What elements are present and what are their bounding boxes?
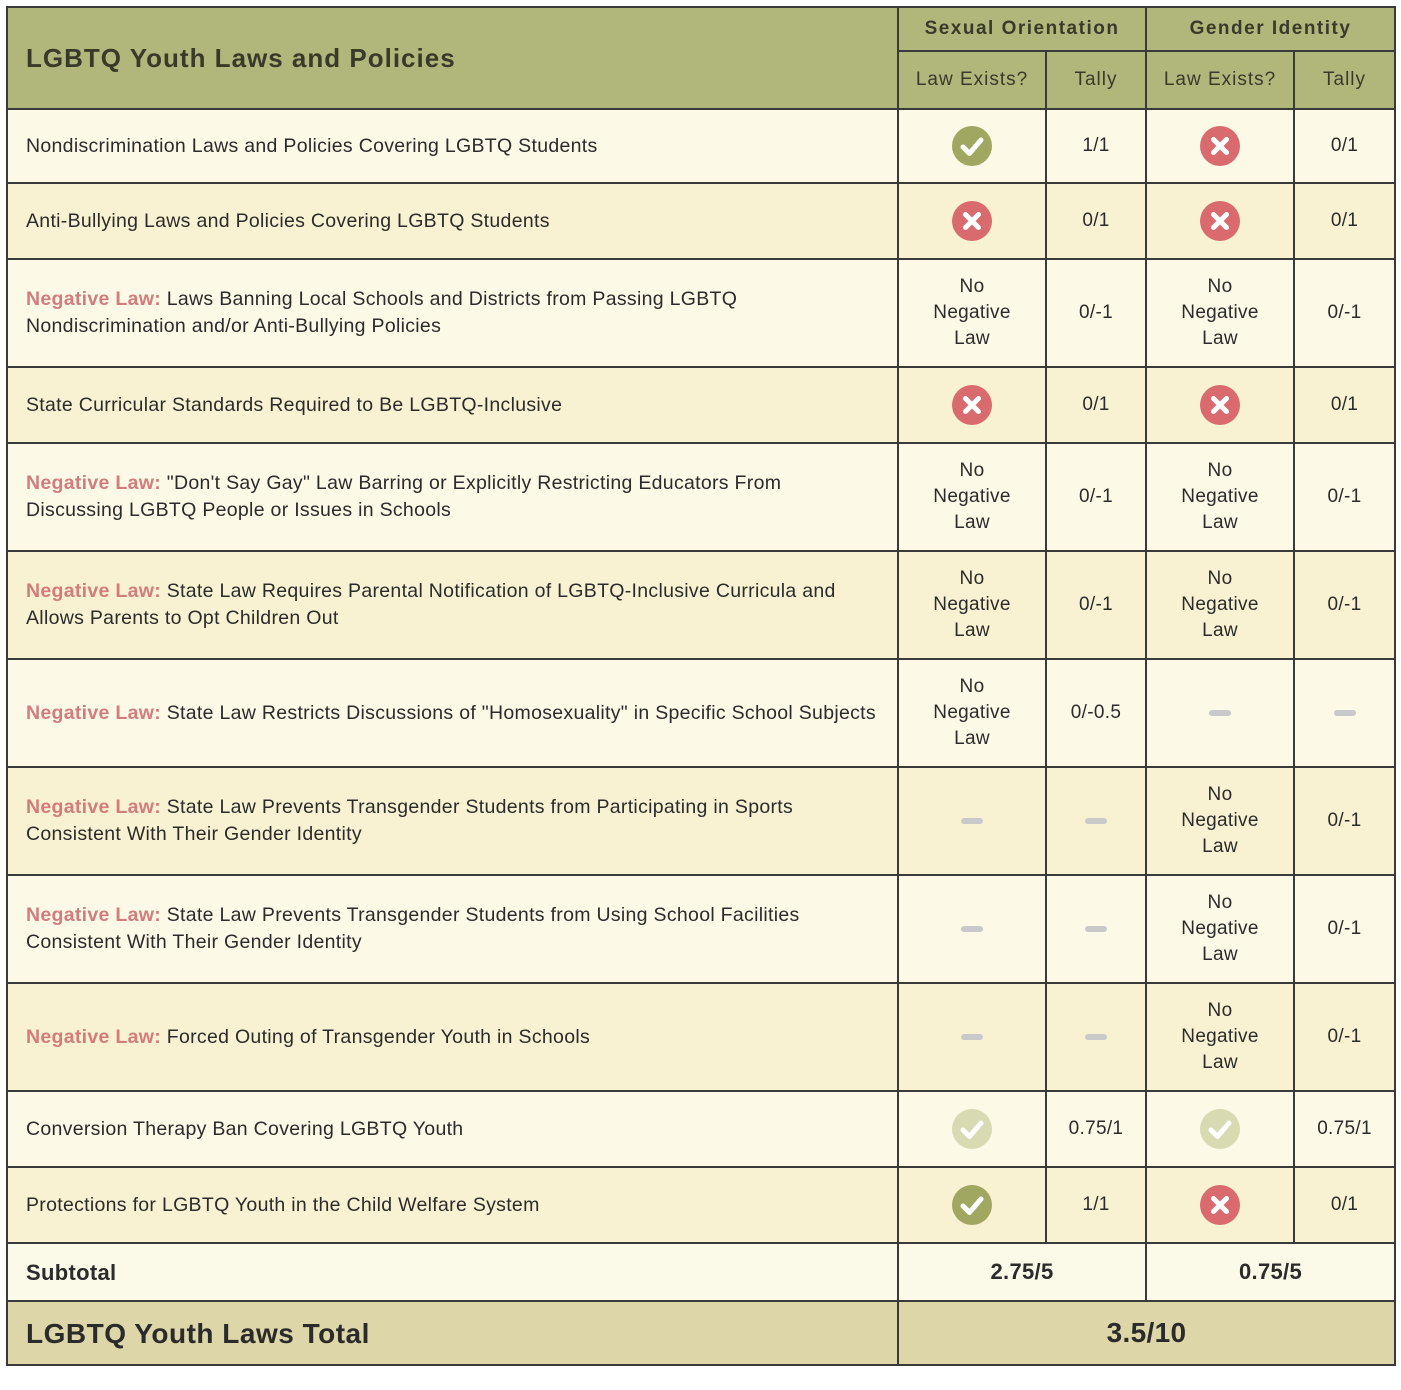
so-tally-cell: 0/1: [1046, 183, 1146, 259]
gi-tally-cell: 0/1: [1294, 367, 1395, 443]
gi-tally-cell: 0/-1: [1294, 767, 1395, 875]
so-tally-cell: 1/1: [1046, 109, 1146, 183]
so-tally-cell: 1/1: [1046, 1167, 1146, 1243]
subtotal-gender-identity: 0.75/5: [1146, 1243, 1395, 1301]
gi-tally-cell: 0/1: [1294, 183, 1395, 259]
table-body: [7, 109, 1395, 1243]
policy-text: State Law Restricts Discussions of "Homosexuality" in Specific School Subjects: [166, 701, 876, 724]
not-applicable-dash-icon: [961, 818, 983, 824]
subtotal-row: [7, 1243, 1395, 1301]
header-so-law-exists: Law Exists?: [898, 51, 1046, 109]
not-applicable-dash-icon: [961, 926, 983, 932]
no-negative-law-text: Negative: [933, 486, 1011, 507]
gi-law-exists-cell: [1146, 183, 1294, 259]
x-circle-icon: [1200, 385, 1240, 425]
not-applicable-dash-icon: [1085, 1034, 1107, 1040]
no-negative-law-text: Negative: [1181, 594, 1259, 615]
policy-label: [7, 767, 898, 875]
no-negative-law-text: Law: [954, 620, 990, 641]
no-negative-law-text: Negative: [933, 302, 1011, 323]
partial-check-circle-icon: [952, 1109, 992, 1149]
subtotal-sexual-orientation: 2.75/5: [898, 1243, 1146, 1301]
x-circle-icon: [1200, 126, 1240, 166]
subtotal-label: Subtotal: [7, 1243, 898, 1301]
no-negative-law-text: Law: [954, 328, 990, 349]
so-tally-cell: [1046, 875, 1146, 983]
so-tally-cell: [1046, 767, 1146, 875]
no-negative-law-text: No: [959, 676, 985, 697]
table-row: [7, 183, 1395, 259]
policy-text: Protections for LGBTQ Youth in the Child Welfare System: [26, 1193, 540, 1216]
policy-label: [7, 367, 898, 443]
no-negative-law-text: No: [959, 460, 985, 481]
table-row: [7, 1091, 1395, 1167]
gi-tally-cell: 0/-1: [1294, 983, 1395, 1091]
not-applicable-dash-icon: [1085, 818, 1107, 824]
total-row: [7, 1301, 1395, 1365]
gi-tally-cell: 0/-1: [1294, 875, 1395, 983]
gi-law-exists-cell: [1146, 109, 1294, 183]
so-law-exists-cell: [898, 443, 1046, 551]
header-sexual-orientation: Sexual Orientation: [898, 7, 1146, 51]
not-applicable-dash-icon: [961, 1034, 983, 1040]
check-circle-icon: [952, 126, 992, 166]
negative-law-prefix: Negative Law:: [26, 580, 162, 602]
total-value: 3.5/10: [898, 1301, 1395, 1365]
so-law-exists-cell: [898, 1167, 1046, 1243]
gi-law-exists-cell: [1146, 983, 1294, 1091]
policy-label: [7, 443, 898, 551]
no-negative-law-text: No: [1207, 568, 1233, 589]
table-row: [7, 259, 1395, 367]
policy-label: [7, 1167, 898, 1243]
negative-law-prefix: Negative Law:: [26, 904, 162, 926]
policy-text: "Don't Say Gay" Law Barring or Explicitly Restricting Educators From Discussing LGBTQ People or Issues in Schools: [26, 472, 782, 521]
table-row: [7, 367, 1395, 443]
so-law-exists-cell: [898, 659, 1046, 767]
so-tally-cell: 0/-1: [1046, 443, 1146, 551]
no-negative-law-text: No: [1207, 460, 1233, 481]
check-circle-icon: [952, 1185, 992, 1225]
negative-law-prefix: Negative Law:: [26, 701, 162, 724]
no-negative-law-text: Negative: [1181, 302, 1259, 323]
gi-law-exists-cell: [1146, 1167, 1294, 1243]
no-negative-law-text: No: [1207, 276, 1233, 297]
no-negative-law-text: No: [1207, 892, 1233, 913]
policy-text: Conversion Therapy Ban Covering LGBTQ Youth: [26, 1117, 464, 1140]
table-row: [7, 659, 1395, 767]
policy-label: [7, 875, 898, 983]
gi-law-exists-cell: [1146, 767, 1294, 875]
policy-text: State Law Prevents Transgender Students from Participating in Sports Consistent With Their Gender Identity: [26, 796, 794, 845]
header-gender-identity: Gender Identity: [1146, 7, 1395, 51]
x-circle-icon: [1200, 1185, 1240, 1225]
no-negative-law-text: No: [959, 568, 985, 589]
no-negative-law-text: Negative: [1181, 486, 1259, 507]
no-negative-law-text: Law: [954, 728, 990, 749]
gi-law-exists-cell: [1146, 259, 1294, 367]
no-negative-law-text: No: [959, 276, 985, 297]
no-negative-law-text: Law: [1202, 1052, 1238, 1073]
partial-check-circle-icon: [1200, 1109, 1240, 1149]
x-circle-icon: [1200, 201, 1240, 241]
so-law-exists-cell: [898, 875, 1046, 983]
policy-text: State Curricular Standards Required to Be LGBTQ-Inclusive: [26, 393, 563, 416]
so-law-exists-cell: [898, 109, 1046, 183]
so-tally-cell: [1046, 983, 1146, 1091]
policy-label: [7, 551, 898, 659]
table-row: [7, 551, 1395, 659]
no-negative-law-text: Law: [1202, 836, 1238, 857]
so-law-exists-cell: [898, 1091, 1046, 1167]
gi-law-exists-cell: [1146, 1091, 1294, 1167]
no-negative-law-text: Negative: [933, 594, 1011, 615]
policy-label: [7, 109, 898, 183]
table-title: LGBTQ Youth Laws and Policies: [7, 7, 898, 109]
so-law-exists-cell: [898, 259, 1046, 367]
no-negative-law-text: Law: [1202, 944, 1238, 965]
so-law-exists-cell: [898, 983, 1046, 1091]
negative-law-prefix: Negative Law:: [26, 288, 162, 310]
no-negative-law-text: No: [1207, 784, 1233, 805]
so-tally-cell: 0/-1: [1046, 259, 1146, 367]
policy-label: [7, 259, 898, 367]
negative-law-prefix: Negative Law:: [26, 1025, 162, 1048]
policy-text: Nondiscrimination Laws and Policies Covering LGBTQ Students: [26, 134, 598, 157]
policy-label: [7, 659, 898, 767]
no-negative-law-text: Negative: [1181, 1026, 1259, 1047]
so-tally-cell: 0.75/1: [1046, 1091, 1146, 1167]
x-circle-icon: [952, 385, 992, 425]
policy-text: Anti-Bullying Laws and Policies Covering LGBTQ Students: [26, 209, 550, 232]
policy-label: [7, 183, 898, 259]
gi-law-exists-cell: [1146, 551, 1294, 659]
no-negative-law-text: Law: [1202, 328, 1238, 349]
not-applicable-dash-icon: [1085, 926, 1107, 932]
gi-tally-cell: 0/-1: [1294, 551, 1395, 659]
so-law-exists-cell: [898, 551, 1046, 659]
x-circle-icon: [952, 201, 992, 241]
header-so-tally: Tally: [1046, 51, 1146, 109]
no-negative-law-text: Negative: [1181, 918, 1259, 939]
no-negative-law-text: Negative: [933, 702, 1011, 723]
policy-text: Laws Banning Local Schools and Districts from Passing LGBTQ Nondiscrimination and/or Anti-Bullying Policies: [26, 288, 738, 337]
table-row: [7, 443, 1395, 551]
so-law-exists-cell: [898, 767, 1046, 875]
no-negative-law-text: No: [1207, 1000, 1233, 1021]
no-negative-law-text: Law: [1202, 512, 1238, 533]
table-row: [7, 109, 1395, 183]
header-gi-tally: Tally: [1294, 51, 1395, 109]
so-law-exists-cell: [898, 183, 1046, 259]
so-law-exists-cell: [898, 367, 1046, 443]
table-row: [7, 767, 1395, 875]
policy-text: Forced Outing of Transgender Youth in Schools: [166, 1025, 591, 1048]
gi-tally-cell: 0/-1: [1294, 259, 1395, 367]
gi-law-exists-cell: [1146, 875, 1294, 983]
no-negative-law-text: Negative: [1181, 810, 1259, 831]
table-row: [7, 875, 1395, 983]
policy-label: [7, 1091, 898, 1167]
so-tally-cell: 0/-0.5: [1046, 659, 1146, 767]
not-applicable-dash-icon: [1334, 710, 1356, 716]
gi-tally-cell: [1294, 659, 1395, 767]
policy-text: State Law Prevents Transgender Students from Using School Facilities Consistent With Their Gender Identity: [26, 904, 800, 953]
gi-law-exists-cell: [1146, 443, 1294, 551]
policy-label: [7, 983, 898, 1091]
gi-tally-cell: 0/-1: [1294, 443, 1395, 551]
gi-tally-cell: 0/1: [1294, 1167, 1395, 1243]
negative-law-prefix: Negative Law:: [26, 472, 162, 494]
no-negative-law-text: Law: [1202, 620, 1238, 641]
table-row: [7, 1167, 1395, 1243]
so-tally-cell: 0/-1: [1046, 551, 1146, 659]
gi-tally-cell: 0.75/1: [1294, 1091, 1395, 1167]
header-gi-law-exists: Law Exists?: [1146, 51, 1294, 109]
not-applicable-dash-icon: [1209, 710, 1231, 716]
total-label: LGBTQ Youth Laws Total: [7, 1301, 898, 1365]
no-negative-law-text: Law: [954, 512, 990, 533]
gi-law-exists-cell: [1146, 367, 1294, 443]
gi-law-exists-cell: [1146, 659, 1294, 767]
table-row: [7, 983, 1395, 1091]
gi-tally-cell: 0/1: [1294, 109, 1395, 183]
so-tally-cell: 0/1: [1046, 367, 1146, 443]
negative-law-prefix: Negative Law:: [26, 796, 162, 818]
policy-text: State Law Requires Parental Notification of LGBTQ-Inclusive Curricula and Allows Parents to Opt Children Out: [26, 580, 836, 629]
youth-laws-table: [6, 6, 1396, 1366]
